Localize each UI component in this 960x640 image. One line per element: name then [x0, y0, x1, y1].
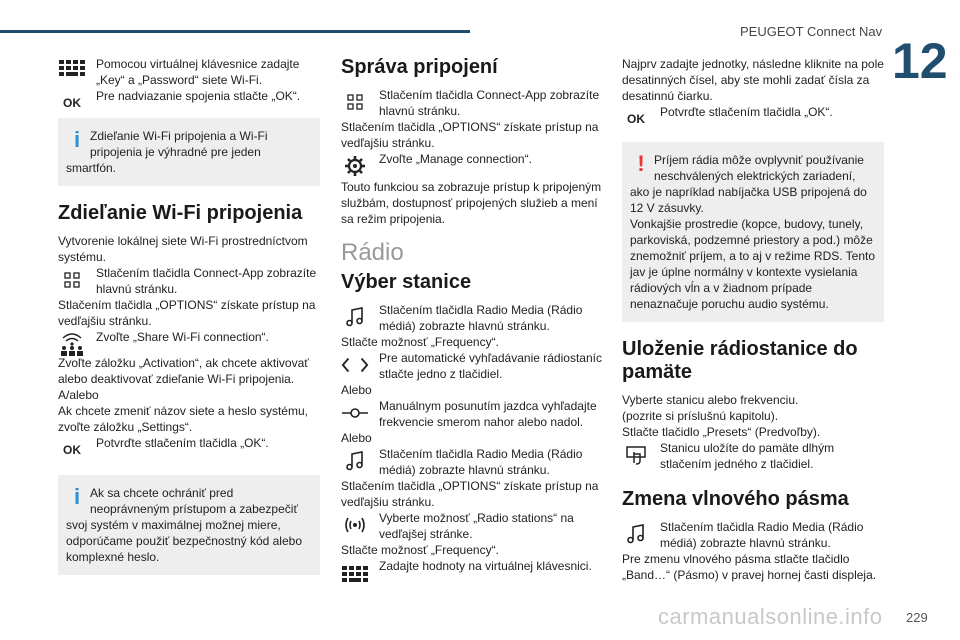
info2-text-1: Ak sa chcete ochrániť pred neoprávneným prístupom a zabezpečiť: [90, 486, 298, 516]
aalebo-text: A/alebo: [58, 388, 99, 402]
share-wifi-step: [58, 329, 320, 345]
hold-text: Stanicu uložíte do pamäte dlhým stlačením jedného z tlačidiel.: [660, 441, 835, 471]
keyboard-icon: [58, 57, 86, 85]
radio-media-step: [622, 519, 884, 551]
hold-step: [622, 440, 884, 472]
info-text-1: Zdieľanie Wi-Fi pripojenia a Wi-Fi pripojenia je výhradné pre jeden: [90, 129, 268, 159]
auto-search-step: [341, 350, 603, 382]
warning-icon: !: [637, 151, 645, 176]
radio-media-text: Stlačením tlačidla Radio Media (Rádio médiá) zobrazte hlavnú stránku.: [660, 520, 864, 550]
stations-step: [341, 510, 603, 542]
music-note-icon: [622, 520, 650, 548]
ok-icon: OK: [63, 443, 81, 457]
options-text: Stlačením tlačidla „OPTIONS“ získate prístup na vedľajšiu stránku.: [58, 298, 316, 328]
music-note-icon: [341, 303, 369, 331]
info-text-2: smartfón.: [66, 161, 117, 175]
column-1: [58, 56, 320, 583]
info-box-2: [58, 475, 320, 575]
info2-text-2: svoj systém v maximálnej možnej miere, odporúčame použiť bezpečnostný kód alebo komplexné heslo.: [66, 518, 302, 564]
chevrons-icon: [341, 351, 369, 379]
share-wifi-text: Zvoľte „Share Wi-Fi connection“.: [96, 330, 269, 344]
share-intro: Vytvorenie lokálnej siete Wi-Fi prostredníctvom systému.: [58, 234, 308, 264]
ok-step-2: [58, 435, 320, 457]
frequency-option: Stlačte možnosť „Frequency“.: [341, 335, 499, 349]
connect-app-step: [341, 87, 603, 119]
presets-text: Stlačte tlačidlo „Presets“ (Predvoľby).: [622, 425, 821, 439]
keyboard-text: Zadajte hodnoty na virtuálnej klávesnici.: [379, 559, 592, 573]
connect-app-text: Stlačením tlačidla Connect-App zobrazíte hlavnú stránku.: [379, 88, 600, 118]
connect-app-text: Stlačením tlačidla Connect-App zobrazíte hlavnú stránku.: [96, 266, 317, 296]
stations-text: Vyberte možnosť „Radio stations“ na vedľajšej stránke.: [379, 511, 574, 541]
ok-text: Pre nadviazanie spojenia stlačte „OK“.: [96, 89, 301, 103]
manual-text: Manuálnym posunutím jazdca vyhľadajte frekvencie smerom nahor alebo nadol.: [379, 399, 597, 429]
header-bar: [0, 30, 470, 33]
manual-step: [341, 398, 603, 430]
section-heading: Zdieľanie Wi-Fi pripojenia: [58, 202, 303, 224]
manage-step: [341, 151, 603, 167]
chapter-heading: Rádio: [341, 239, 404, 266]
grid-icon: [58, 266, 86, 294]
header-title: PEUGEOT Connect Nav: [740, 24, 883, 39]
music-note-icon: [341, 447, 369, 475]
keyboard-step: [58, 56, 320, 88]
warning-text-1: Príjem rádia môže ovplyvniť používanie neschválených elektrických zariadení,: [654, 153, 864, 183]
radio-media-text-2: Stlačením tlačidla Radio Media (Rádio médiá) zobrazte hlavnú stránku.: [379, 447, 583, 477]
save-intro: Vyberte stanicu alebo frekvenciu.: [622, 393, 799, 407]
section-heading: Uloženie rádiostanice do pamäte: [622, 338, 858, 383]
ok-step: [622, 104, 884, 126]
ok-icon: OK: [627, 112, 645, 126]
options-text: Stlačením tlačidla „OPTIONS“ získate prístup na vedľajšiu stránku.: [341, 120, 599, 150]
warning-text-2: ako je napríklad nabíjačka USB pripojená do 12 V zásuvky.: [630, 185, 867, 215]
keyboard-text: Pomocou virtuálnej klávesnice zadajte „Key“ a „Password“ siete Wi-Fi.: [96, 57, 300, 87]
warning-text-3: Vonkajšie prostredie (kopce, budovy, tunely, parkoviská, podzemné priestory a pod.) môže znemožniť príjem, a to aj v režime RDS. Tento jav je úplne normálny v kontexte vysielania rádiových vĺn a v žiadnom prípade nenaznačuje poruchu audio systému.: [630, 217, 876, 311]
activation-text: Zvoľte záložku „Activation“, ak chcete aktivovať alebo deaktivovať zdieľanie Wi-Fi pripojenia.: [58, 356, 309, 386]
alebo-text-2: Alebo: [341, 431, 372, 445]
info-icon: i: [73, 484, 81, 509]
wifi-share-icon: [58, 330, 86, 358]
column-3: [622, 56, 884, 583]
column-2: [341, 56, 603, 574]
save-ref: (pozrite si príslušnú kapitolu).: [622, 409, 779, 423]
ok-icon: OK: [63, 96, 81, 110]
radio-waves-icon: [341, 511, 369, 539]
alebo-text: Alebo: [341, 383, 372, 397]
hand-press-icon: [622, 441, 650, 469]
section-heading: Zmena vlnového pásma: [622, 488, 849, 510]
slider-icon: [341, 399, 369, 427]
ok-text-2: Potvrďte stlačením tlačidla „OK“.: [96, 436, 269, 450]
chapter-number: 12: [892, 33, 948, 89]
ok-step: [58, 88, 320, 110]
gear-icon: [341, 152, 369, 180]
radio-media-text: Stlačením tlačidla Radio Media (Rádio médiá) zobrazte hlavnú stránku.: [379, 303, 583, 333]
page-number: 229: [906, 610, 928, 625]
section-heading: Správa pripojení: [341, 56, 498, 78]
connect-app-step: [58, 265, 320, 297]
watermark: carmanualsonline.info: [658, 604, 883, 629]
keyboard-step: [341, 558, 603, 574]
options-text-2: Stlačením tlačidla „OPTIONS“ získate prístup na vedľajšiu stránku.: [341, 479, 599, 509]
units-text: Najprv zadajte jednotky, následne kliknite na pole desatinných čísel, aby ste mohli zadať čísla za desatinnú čiarku.: [622, 57, 884, 103]
settings-text: Ak chcete zmeniť názov siete a heslo systému, zvoľte záložku „Settings“.: [58, 404, 308, 434]
radio-media-step-2: [341, 446, 603, 478]
ok-text: Potvrďte stlačením tlačidla „OK“.: [660, 105, 833, 119]
grid-icon: [341, 88, 369, 116]
manage-text: Zvoľte „Manage connection“.: [379, 152, 532, 166]
warning-box: [622, 142, 884, 322]
keyboard-icon: [341, 559, 369, 587]
manage-desc: Touto funkciou sa zobrazuje prístup k pripojeným službám, dostupnosť pripojených služieb a mení sa režim pripojenia.: [341, 180, 602, 226]
auto-search-text: Pre automatické vyhľadávanie rádiostaníc stlačte jedno z tlačidiel.: [379, 351, 602, 381]
band-text: Pre zmenu vlnového pásma stlačte tlačidlo „Band…“ (Pásmo) v pravej hornej časti displeja.: [622, 552, 877, 582]
info-box: [58, 118, 320, 186]
frequency-option-2: Stlačte možnosť „Frequency“.: [341, 543, 499, 557]
radio-media-step: [341, 302, 603, 334]
section-heading: Výber stanice: [341, 271, 472, 293]
info-icon: i: [73, 127, 81, 152]
